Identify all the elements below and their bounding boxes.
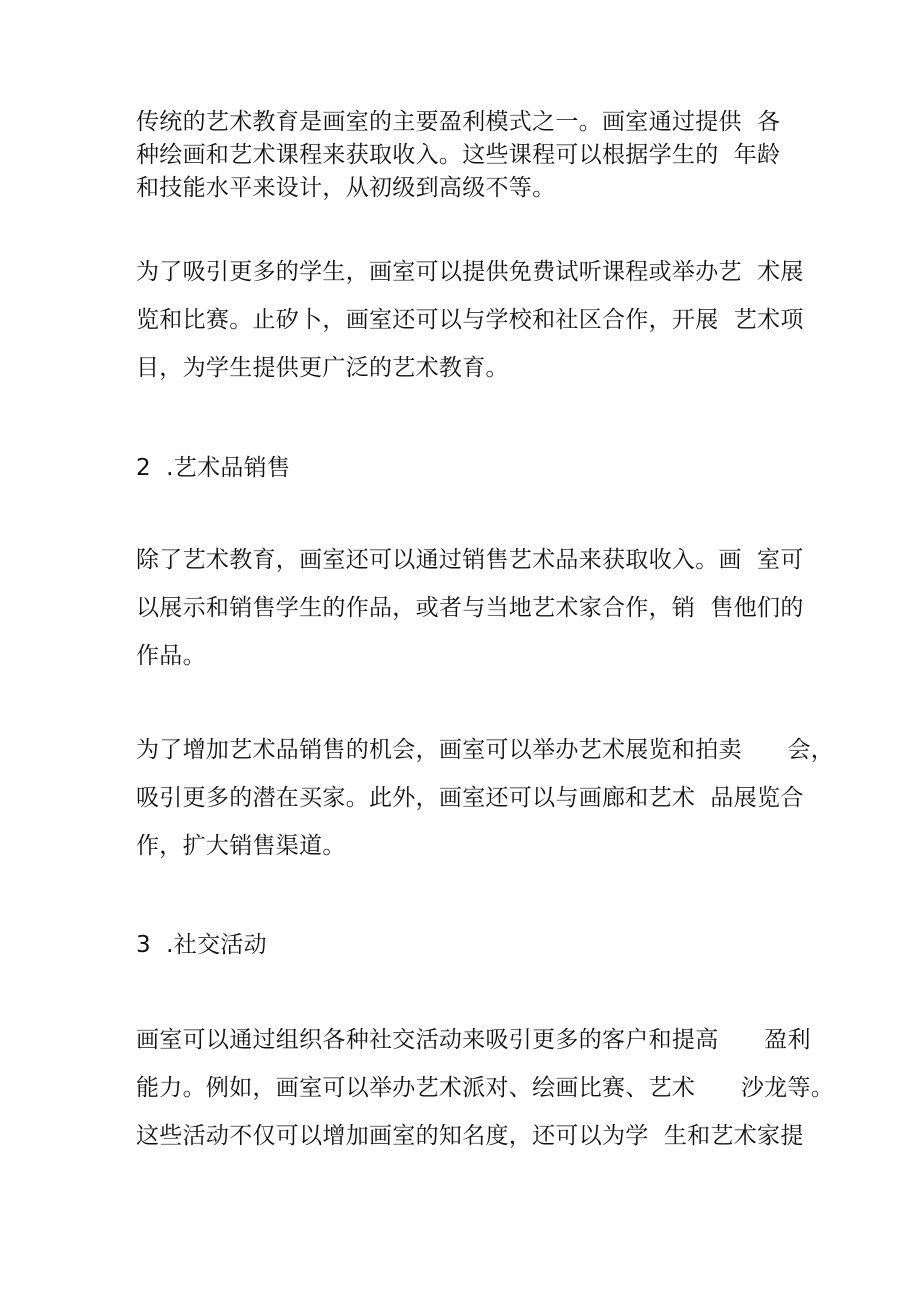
paragraph-3-line-2: 以展示和销售学生的作品，或者与当地艺术家合作，销 售他们的 xyxy=(136,595,804,621)
paragraph-5-line-3: 这些活动不仅可以增加画室的知名度，还可以为学 生和艺术家提 xyxy=(136,1123,804,1149)
section-heading-social-activities: 3 .社交活动 xyxy=(136,932,267,958)
paragraph-5-line-1: 画室可以通过组织各种社交活动来吸引更多的客户和提高 盈利 xyxy=(136,1027,811,1053)
paragraph-3-line-3: 作品。 xyxy=(136,643,206,669)
paragraph-3-line-1: 除了艺术教育，画室还可以通过销售艺术品来获取收入。画 室可 xyxy=(136,547,804,573)
section-heading-art-sales: 2 .艺术品销售 xyxy=(136,455,291,481)
paragraph-1-line-3: 和技能水平来设计，从初级到高级不等。 xyxy=(136,175,556,201)
paragraph-1-line-1: 传统的艺术教育是画室的主要盈利模式之一。画室通过提供 各 xyxy=(136,109,781,135)
paragraph-4-line-3: 作，扩大销售渠道。 xyxy=(136,833,346,859)
paragraph-2-line-3: 目，为学生提供更广泛的艺术教育。 xyxy=(136,355,509,381)
paragraph-4-line-2: 吸引更多的潜在买家。此外，画室还可以与画廊和艺术 品展览合 xyxy=(136,785,804,811)
paragraph-5-line-2: 能力。例如，画室可以举办艺术派对、绘画比赛、艺术 沙龙等。 xyxy=(136,1075,835,1101)
paragraph-4-line-1: 为了增加艺术品销售的机会，画室可以举办艺术展览和拍卖 会， xyxy=(136,737,835,763)
paragraph-2-line-2: 览和比赛。止矽卜，画室还可以与学校和社区合作，开展 艺术项 xyxy=(136,307,804,333)
paragraph-1-line-2: 种绘画和艺术课程来获取收入。这些课程可以根据学生的 年龄 xyxy=(136,142,781,168)
paragraph-2-line-1: 为了吸引更多的学生，画室可以提供免费试听课程或举办艺 术展 xyxy=(136,259,804,285)
